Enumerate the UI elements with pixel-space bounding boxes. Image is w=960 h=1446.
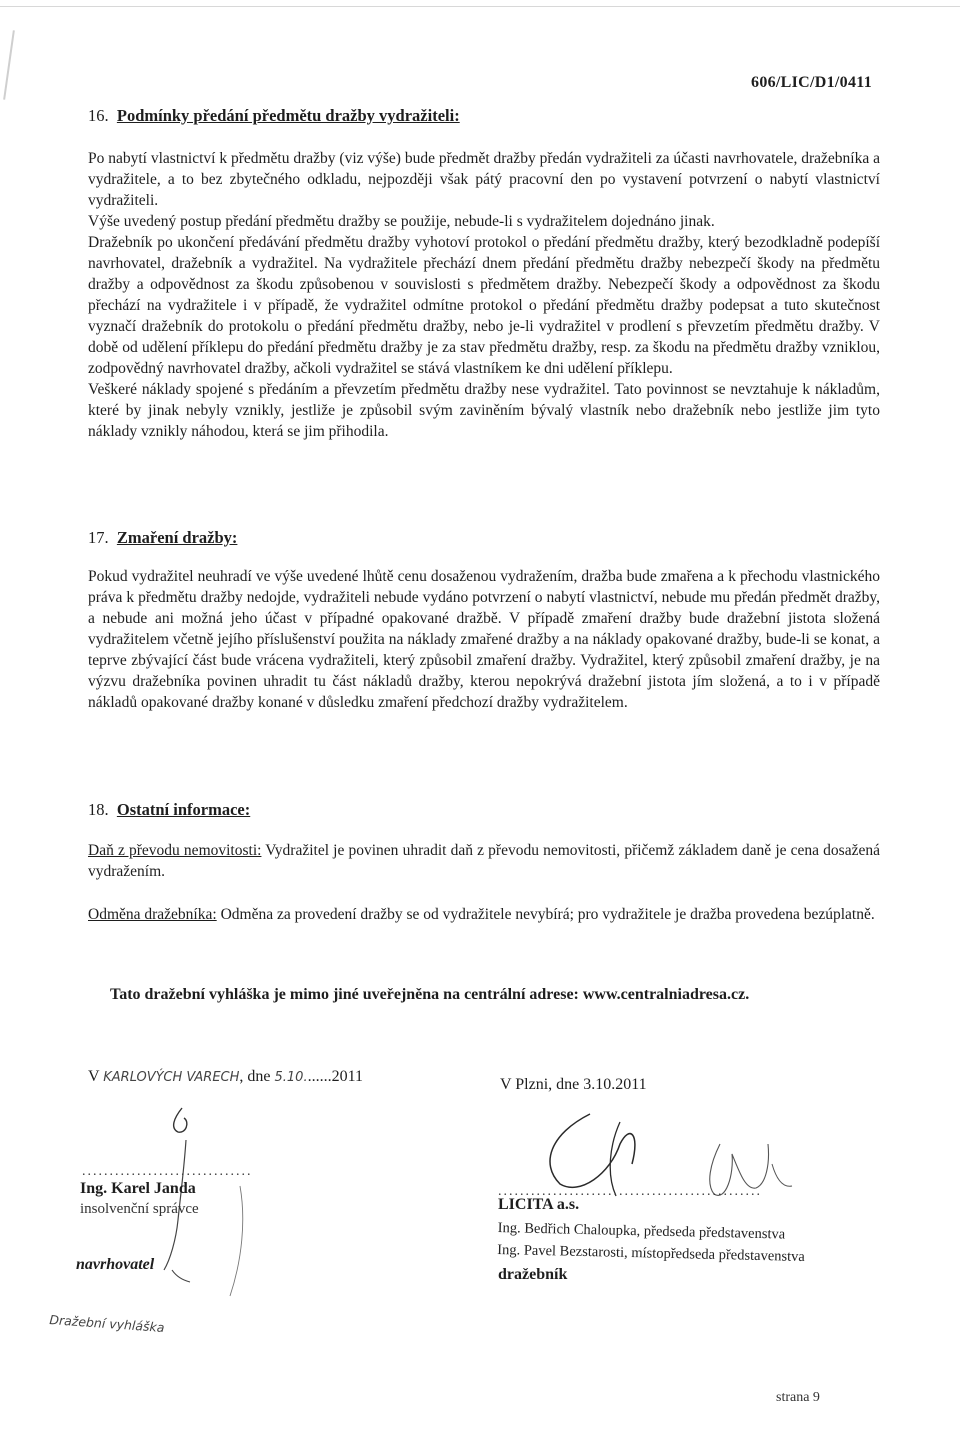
left-place-date: V KARLOVÝCH VARECH, dne 5.10.......2011 (88, 1068, 363, 1085)
section-17-title: Zmaření dražby: (116, 528, 238, 547)
section-17-body (88, 566, 880, 713)
section-18-title: Ostatní informace: (116, 800, 251, 819)
date-connector: , dne (239, 1068, 271, 1085)
page-number: strana 9 (776, 1390, 820, 1405)
right-company-name: LICITA a.s. (498, 1196, 580, 1213)
handwritten-place: KARLOVÝCH VARECH (103, 1070, 240, 1085)
publication-notice: Tato dražební vyhláška je mimo jiné uveřejněna na centrální adrese: www.centralniadresa.cz. (110, 986, 750, 1003)
tax-text: Vydražitel je povinen uhradit daň z převodu nemovitosti, přičemž základem daně je cena dosažená vydražením. (88, 842, 880, 880)
right-signers (497, 1217, 806, 1268)
section-18-number: 18. (88, 800, 109, 819)
right-signature-line: ................................................ (498, 1184, 762, 1199)
section-16-number: 16. (88, 106, 109, 125)
paragraph: Výše uvedený postup předání předmětu dražby se použije, nebude-li s vydražitelem dojednáno jinak. (88, 213, 715, 230)
year: 2011 (331, 1068, 363, 1085)
left-signer-role: insolvenční správce (80, 1201, 199, 1217)
section-16-heading (88, 106, 460, 126)
document-number: 606/LIC/D1/0411 (751, 74, 872, 91)
fee-label: Odměna dražebníka: (88, 906, 217, 923)
section-16-body (88, 148, 880, 442)
right-party-label: dražebník (498, 1266, 568, 1283)
paragraph: Veškeré náklady spojené s předáním a převzetím předmětu dražby nese vydražitel. Tato povinnost se nevztahuje k nákladům, které by jinak nebyly vznikly, jestliže je způsobil svým zaviněním bývalý vlastník nebo dražebník nebo jestliže jim tyto náklady vznikly náhodou, která se jim přihodila. (88, 381, 880, 440)
tax-label: Daň z převodu nemovitosti: (88, 842, 262, 859)
left-signer-name: Ing. Karel Janda (80, 1180, 196, 1197)
scan-edge-mark (3, 30, 15, 100)
signer-line: Ing. Pavel Bezstarosti, místopředseda představenstva (497, 1241, 806, 1265)
section-18-heading (88, 800, 250, 820)
left-party-label: navrhovatel (76, 1256, 155, 1273)
place-prefix: V (88, 1068, 100, 1085)
section-17-number: 17. (88, 528, 109, 547)
section-16-title: Podmínky předání předmětu dražby vydražiteli: (116, 106, 460, 125)
footer-document-title: Dražební vyhláška (48, 1312, 165, 1336)
left-signature-line: ............................... (82, 1164, 253, 1179)
paragraph: Pokud vydražitel neuhradí ve výše uvedené lhůtě cenu dosaženou vydražením, dražba bude zmařena a k přechodu vlastnického práva k předmětu dražby nedojde, vydražiteli nebude vydáno potvrzení o nabytí vlastnictví, nebude mu předán předmět dražby, a nebude ani možná jeho účast v případné opakované dražbě. V případě zmaření dražby bude dražební jistota složená vydražitelem včetně jejího příslušenství použita na náklady zmařené dražby a na náklady opakované dražby, bude-li se konat, a teprve zbývající část bude vrácena vydražiteli, který způsobil zmaření dražby. Vydražitel, který způsobil zmaření dražby, je na výzvu dražebníka povinen uhradit tu část nákladů dražby, kterou nepokrývá dražební jistota jím složená, a to i v případě nákladů opakované dražby konané v důsledku zmaření předchozí dražby vydražitelem. (88, 568, 880, 711)
section-17-heading (88, 528, 237, 548)
right-place-date: V Plzni, dne 3.10.2011 (500, 1076, 647, 1093)
paragraph: Dražebník po ukončení předávání předmětu dražby vyhotoví protokol o předání předmětu dražby, který bezodkladně podepíší navrhovatel, dražebník a vydražitel. Na vydražitele přechází dnem předání předmětu dražby nebezpečí škody na předmětu dražby a odpovědnost za škodu způsobenou v souvislosti s předmětem dražby. Nebezpečí škody a odpovědnost za škodu přechází na vydražitele i v případě, že vydražitel odmítne protokol o předání předmětu dražby podepsat a tuto skutečnost vyznačí dražebník do protokolu o předání předmětu dražby, nebo je-li vydražitel v prodlení s převzetím předmětu dražby. V době od udělení příklepu do předání předmětu dražby je za stav předmětu dražby, resp. za škodu na předmětu dražby vzniklou, zodpovědný navrhovatel dražby, ačkoli vydražitel se stává vlastníkem ke dni udělení příklepu. (88, 234, 880, 377)
handwritten-date: 5.10. (274, 1070, 308, 1085)
tax-info (88, 840, 880, 882)
signer-line: Ing. Bedřich Chaloupka, předseda představenstva (497, 1219, 786, 1243)
fee-info (88, 904, 880, 925)
scan-top-edge (0, 6, 960, 7)
paragraph: Po nabytí vlastnictví k předmětu dražby (viz výše) bude předmět dražby předán vydražiteli za účasti navrhovatele, dražebníka a vydražitele, a to bez zbytečného odkladu, nejpozději však pátý pracovní den po vystavení potvrzení o nabytí vlastnictví vydražiteli. (88, 150, 880, 209)
fee-text: Odměna za provedení dražby se od vydražitele nevybírá; pro vydražitele je dražba provedena bezúplatně. (216, 906, 875, 923)
